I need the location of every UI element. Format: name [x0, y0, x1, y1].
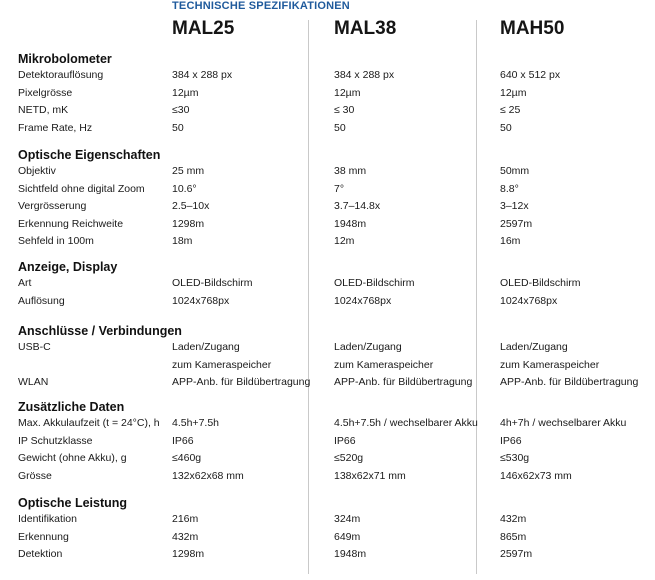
mah50-value: zum Kameraspeicher — [500, 358, 600, 371]
mah50-value: 2597m — [500, 217, 533, 230]
spec-row — [0, 122, 655, 139]
mal38-value: 12µm — [334, 86, 361, 99]
mal38-value: 4.5h+7.5h / wechselbarer Akku — [334, 417, 478, 429]
spec-row — [0, 165, 655, 182]
spec-label: WLAN — [18, 376, 49, 389]
mah50-value: Laden/Zugang — [500, 341, 568, 353]
spec-row — [0, 295, 655, 312]
page-title: TECHNISCHE SPEZIFIKATIONEN — [172, 0, 350, 12]
mah50-value: 8.8° — [500, 182, 519, 195]
mah50-value: 3–12x — [500, 200, 529, 213]
mal38-value: 1948m — [334, 217, 367, 230]
mal25-value: 18m — [172, 235, 193, 248]
section-title: Optische Eigenschaften — [18, 148, 161, 162]
mal38-value: zum Kameraspeicher — [334, 358, 434, 371]
mal38-value: ≤520g — [334, 452, 364, 465]
spec-row — [0, 531, 655, 548]
spec-label: Erkennung Reichweite — [18, 217, 124, 230]
mal38-value: Laden/Zugang — [334, 341, 402, 353]
spec-label: Auflösung — [18, 294, 65, 307]
mah50-value: 16m — [500, 235, 521, 248]
spec-label: IP Schutzklasse — [18, 434, 93, 447]
spec-label: NETD, mK — [18, 104, 69, 117]
spec-label: Gewicht (ohne Akku), g — [18, 452, 127, 465]
mal25-value: OLED-Bildschirm — [172, 277, 253, 289]
mal25-value: ≤460g — [172, 452, 202, 465]
spec-row — [0, 87, 655, 104]
spec-label: Identifikation — [18, 513, 77, 525]
spec-label: Detektion — [18, 548, 63, 561]
mal25-value: 10.6° — [172, 182, 197, 195]
mal38-value: 649m — [334, 530, 361, 543]
model-heading-mah50: MAH50 — [500, 18, 565, 39]
mah50-value: OLED-Bildschirm — [500, 277, 581, 289]
mal25-value: 1298m — [172, 548, 205, 561]
mah50-value: 50 — [500, 121, 512, 134]
spec-row — [0, 513, 655, 530]
spec-label: Pixelgrösse — [18, 86, 73, 99]
mah50-value: 50mm — [500, 165, 530, 177]
mal25-value: IP66 — [172, 434, 194, 447]
mal25-value: 2.5–10x — [172, 200, 210, 213]
section-title: Optische Leistung — [18, 496, 128, 510]
spec-row — [0, 218, 655, 235]
mal38-value: OLED-Bildschirm — [334, 277, 415, 289]
mal38-value: ≤ 30 — [334, 104, 355, 117]
section-title: Zusätzliche Daten — [18, 400, 125, 414]
mah50-value: 12µm — [500, 86, 527, 99]
spec-row — [0, 277, 655, 294]
spec-label: Frame Rate, Hz — [18, 121, 93, 134]
mal38-value: 384 x 288 px — [334, 69, 395, 81]
mah50-value: ≤530g — [500, 452, 530, 465]
mal25-value: 384 x 288 px — [172, 69, 233, 81]
mal25-value: 25 mm — [172, 165, 205, 177]
spec-label: Grösse — [18, 469, 52, 482]
spec-row — [0, 69, 655, 86]
model-heading-mal25: MAL25 — [172, 18, 235, 39]
mah50-value: 4h+7h / wechselbarer Akku — [500, 417, 627, 429]
spec-label: Sichtfeld ohne digital Zoom — [18, 182, 145, 195]
mal25-value: 1024x768px — [172, 294, 230, 307]
spec-label: Max. Akkulaufzeit (t = 24°C), h — [18, 417, 160, 429]
mal38-value: 1948m — [334, 548, 367, 561]
spec-row — [0, 452, 655, 469]
spec-row — [0, 104, 655, 121]
mal38-value: 12m — [334, 235, 355, 248]
spec-row — [0, 548, 655, 565]
spec-label: Objektiv — [18, 165, 56, 177]
mah50-value: 432m — [500, 513, 527, 525]
mal38-value: 3.7–14.8x — [334, 200, 381, 213]
section-title: Mikrobolometer — [18, 52, 112, 66]
spec-row — [0, 359, 655, 376]
mal25-value: 432m — [172, 530, 199, 543]
spec-label: Detektorauflösung — [18, 69, 104, 81]
mal25-value: 12µm — [172, 86, 199, 99]
mah50-value: 2597m — [500, 548, 533, 561]
mal25-value: 1298m — [172, 217, 205, 230]
mal25-value: Laden/Zugang — [172, 341, 240, 353]
spec-label: USB-C — [18, 341, 51, 353]
spec-row — [0, 435, 655, 452]
mal38-value: 1024x768px — [334, 294, 392, 307]
mal25-value: 50 — [172, 121, 184, 134]
spec-row — [0, 235, 655, 252]
mal25-value: APP-Anb. für Bildübertragung — [172, 376, 311, 389]
section-title: Anzeige, Display — [18, 260, 118, 274]
mah50-value: ≤ 25 — [500, 104, 521, 117]
mah50-value: APP-Anb. für Bildübertragung — [500, 376, 639, 389]
mal38-value: 50 — [334, 121, 346, 134]
mal38-value: 324m — [334, 513, 361, 525]
mal25-value: 132x62x68 mm — [172, 469, 244, 482]
spec-row — [0, 200, 655, 217]
mal25-value: 216m — [172, 513, 199, 525]
spec-row — [0, 470, 655, 487]
mal38-value: IP66 — [334, 434, 356, 447]
mah50-value: IP66 — [500, 434, 522, 447]
mal38-value: 138x62x71 mm — [334, 469, 406, 482]
section-title: Anschlüsse / Verbindungen — [18, 324, 182, 338]
mal38-value: APP-Anb. für Bildübertragung — [334, 376, 473, 389]
mah50-value: 1024x768px — [500, 294, 558, 307]
mal25-value: zum Kameraspeicher — [172, 358, 272, 371]
spec-row — [0, 376, 655, 393]
mal38-value: 7° — [334, 182, 345, 195]
mah50-value: 640 x 512 px — [500, 69, 561, 81]
mah50-value: 865m — [500, 530, 527, 543]
spec-row — [0, 341, 655, 358]
spec-row — [0, 183, 655, 200]
model-heading-mal38: MAL38 — [334, 18, 397, 39]
spec-label: Sehfeld in 100m — [18, 235, 94, 248]
spec-label: Vergrösserung — [18, 200, 87, 213]
spec-label: Erkennung — [18, 530, 69, 543]
mal25-value: ≤30 — [172, 104, 190, 117]
spec-row — [0, 417, 655, 434]
mal25-value: 4.5h+7.5h — [172, 417, 220, 429]
mah50-value: 146x62x73 mm — [500, 469, 572, 482]
spec-label: Art — [18, 277, 32, 289]
mal38-value: 38 mm — [334, 165, 367, 177]
